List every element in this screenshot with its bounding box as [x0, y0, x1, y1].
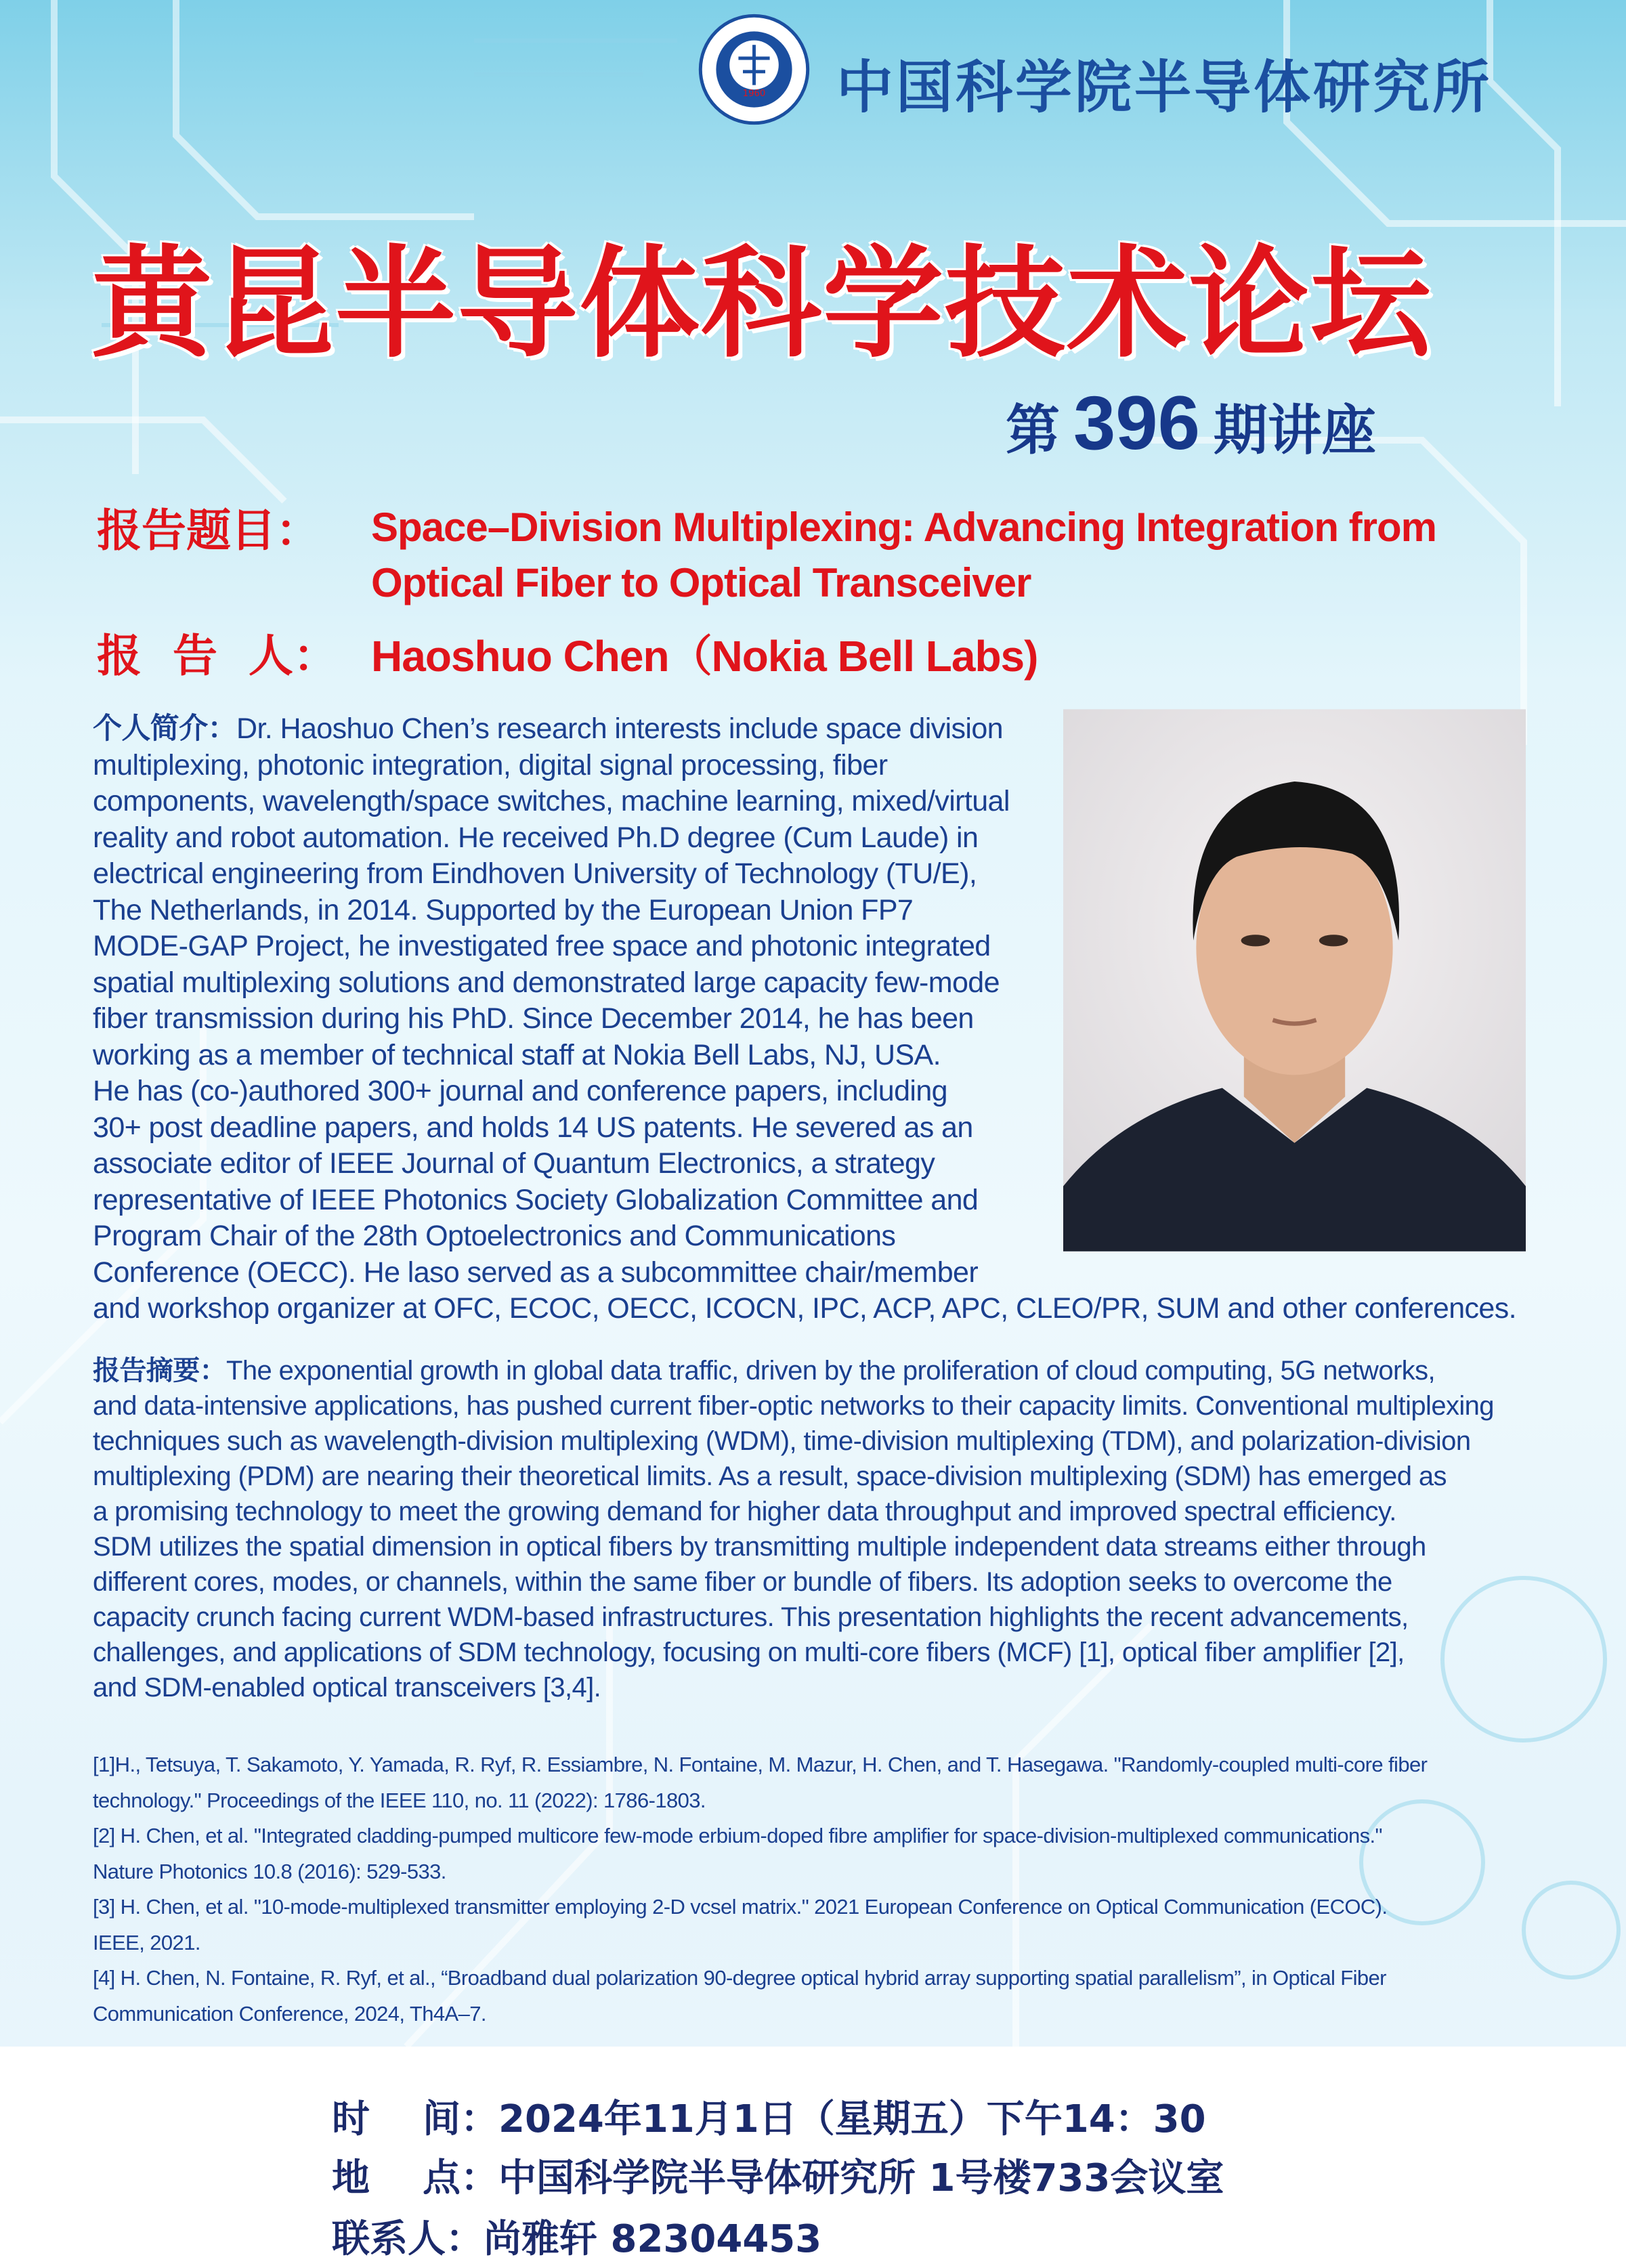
abstract-line: a promising technology to meet the growing demand for higher data throughput and improved spectral efficiency. [93, 1497, 1396, 1526]
bio-line: Conference (OECC). He laso served as a subcommittee chair/member [93, 1256, 979, 1289]
bio-line: The Netherlands, in 2014. Supported by the European Union FP7 [93, 893, 914, 926]
abstract-line: The exponential growth in global data traffic, driven by the proliferation of cloud computing, 5G networks, [226, 1356, 1436, 1386]
issue-number: 396 [1073, 381, 1200, 465]
bio-label: 个人简介： [93, 712, 236, 745]
abstract-line: different cores, modes, or channels, within the same fiber or bundle of fibers. Its adoption seeks to overcome the [93, 1567, 1392, 1597]
svg-text:1960: 1960 [742, 89, 766, 100]
bio-line: MODE-GAP Project, he investigated free space and photonic integrated [93, 930, 991, 962]
talk-title-line: Space–Division Multiplexing: Advancing Integration from [371, 505, 1436, 550]
abstract-line: and SDM-enabled optical transceivers [3,4]. [93, 1673, 601, 1703]
bio-line: components, wavelength/space switches, machine learning, mixed/virtual [93, 785, 1010, 817]
talk-abstract [93, 1353, 1494, 1705]
issue-label [1006, 379, 1376, 467]
talk-title-line: Optical Fiber to Optical Transceiver [371, 560, 1031, 605]
bio-line: and workshop organizer at OFC, ECOC, OECC, ICOCN, IPC, ACP, APC, CLEO/PR, SUM and other conferences. [93, 1292, 1516, 1325]
abstract-line: techniques such as wavelength-division multiplexing (WDM), time-division multiplexing (TDM), and polarization-division [93, 1426, 1471, 1456]
bio-line: He has (co-)authored 300+ journal and conference papers, including [93, 1075, 947, 1107]
talk-title-label: 报告题目： [97, 505, 320, 557]
bio-line: fiber transmission during his PhD. Since December 2014, he has been [93, 1002, 974, 1035]
bio-line: multiplexing, photonic integration, digital signal processing, fiber [93, 748, 888, 782]
event-time: 时 间：2024年11月1日（星期五）下午14：30 [332, 2097, 1206, 2141]
event-location: 地 点：中国科学院半导体研究所 1号楼733会议室 [332, 2156, 1224, 2200]
speaker-photo [1063, 709, 1526, 1251]
abstract-line: challenges, and applications of SDM technology, focusing on multi-core fibers (MCF) [1], optical fiber amplifier [2], [93, 1638, 1405, 1667]
institute-logo [698, 14, 810, 125]
abstract-line: SDM utilizes the spatial dimension in optical fibers by transmitting multiple independent data streams either through [93, 1532, 1426, 1562]
speaker-name: Haoshuo Chen（Nokia Bell Labs) [371, 632, 1038, 681]
reference-line: [1]H., Tetsuya, T. Sakamoto, Y. Yamada, R. Ryf, R. Essiambre, N. Fontaine, M. Mazur, H. Chen, and T. Hasegawa. "Randomly-coupled multi-core fiber [93, 1753, 1428, 1776]
bio-line: representative of IEEE Photonics Society Globalization Committee and [93, 1183, 979, 1216]
bio-line: 30+ post deadline papers, and holds 14 US patents. He severed as an [93, 1111, 973, 1144]
bio-line: electrical engineering from Eindhoven University of Technology (TU/E), [93, 857, 977, 890]
reference-line: [2] H. Chen, et al. "Integrated cladding-pumped multicore few-mode erbium-doped fibre amplifier for space-division-multiplexed communications." [93, 1824, 1382, 1847]
bio-line: reality and robot automation. He received Ph.D degree (Cum Laude) in [93, 821, 979, 854]
talk-title [371, 500, 1436, 611]
reference-line: [4] H. Chen, N. Fontaine, R. Ryf, et al., “Broadband dual polarization 90-degree optical hybrid array supporting spatial parallelism”, in Optical Fiber [93, 1966, 1386, 1990]
abstract-line: capacity crunch facing current WDM-based infrastructures. This presentation highlights the recent advancements, [93, 1602, 1409, 1632]
bio-line: associate editor of IEEE Journal of Quantum Electronics, a strategy [93, 1147, 935, 1180]
forum-title: 黄昆半导体科学技术论坛 [91, 234, 1432, 374]
event-contact: 联系人：尚雅轩 82304453 [332, 2217, 822, 2261]
speaker-label: 报 告 人： [97, 630, 338, 682]
bio-line: Dr. Haoshuo Chen’s research interests include space division [236, 712, 1003, 745]
references [93, 1747, 1427, 2032]
abstract-label: 报告摘要： [93, 1356, 226, 1386]
reference-line: [3] H. Chen, et al. "10-mode-multiplexed transmitter employing 2-D vcsel matrix." 2021 European Conference on Optical Communication (ECOC). [93, 1895, 1388, 1919]
reference-line: Communication Conference, 2024, Th4A–7. [93, 2001, 486, 2026]
abstract-line: multiplexing (PDM) are nearing their theoretical limits. As a result, space-division multiplexing (SDM) has emerged as [93, 1461, 1447, 1491]
bio-line: spatial multiplexing solutions and demonstrated large capacity few-mode [93, 966, 1000, 999]
reference-line: Nature Photonics 10.8 (2016): 529-533. [93, 1859, 446, 1883]
issue-suffix: 期讲座 [1213, 399, 1376, 462]
reference-line: technology." Proceedings of the IEEE 110, no. 11 (2022): 1786-1803. [93, 1788, 706, 1812]
reference-line: IEEE, 2021. [93, 1930, 200, 1954]
institute-name: 中国科学院半导体研究所 [836, 54, 1493, 121]
issue-prefix: 第 [1006, 399, 1060, 462]
abstract-line: and data-intensive applications, has pushed current fiber-optic networks to their capacity limits. Conventional multiplexing [93, 1391, 1494, 1421]
bio-line: Program Chair of the 28th Optoelectronics and Communications [93, 1220, 896, 1252]
bio-line: working as a member of technical staff at Nokia Bell Labs, NJ, USA. [93, 1038, 941, 1071]
